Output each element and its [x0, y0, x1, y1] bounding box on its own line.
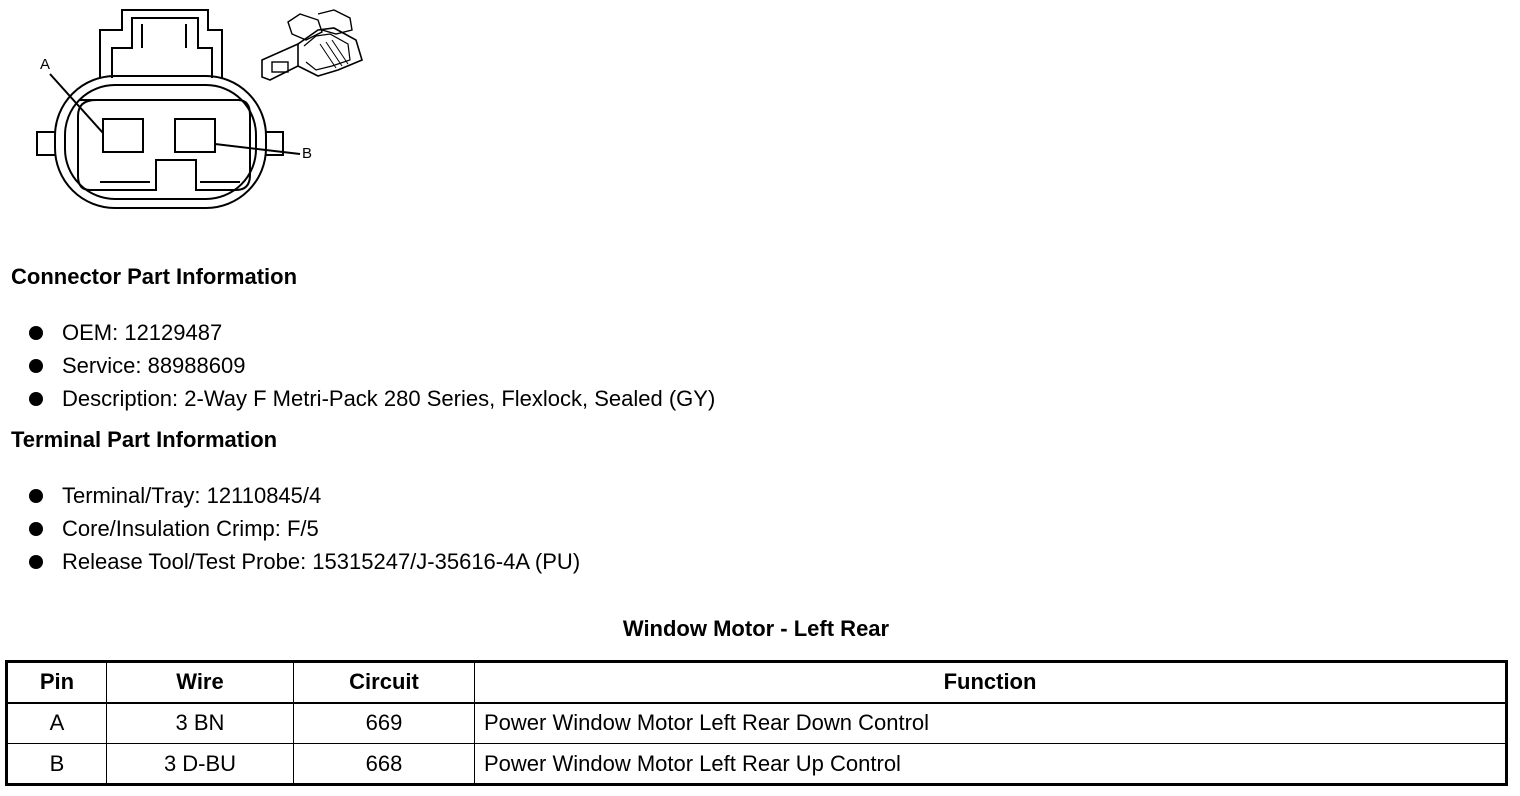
cell-wire: 3 D-BU — [107, 744, 294, 785]
connector-oem: OEM: 12129487 — [62, 320, 223, 345]
table-row — [7, 744, 1507, 785]
connector-diagram — [0, 0, 380, 225]
list-item — [28, 481, 580, 514]
pin-a-callout: A — [40, 56, 51, 73]
cell-circuit: 669 — [294, 703, 475, 744]
connector-service: Service: 88988609 — [62, 353, 246, 378]
cell-function: Power Window Motor Left Rear Down Control — [475, 703, 1507, 744]
list-item — [28, 514, 580, 547]
terminal-crimp: Core/Insulation Crimp: F/5 — [62, 516, 319, 541]
column-header-wire: Wire — [107, 662, 294, 703]
table-row — [7, 703, 1507, 744]
connector-description: Description: 2-Way F Metri-Pack 280 Series, Flexlock, Sealed (GY) — [62, 386, 716, 411]
table-title: Window Motor - Left Rear — [622, 616, 890, 641]
bullet-icon — [29, 359, 43, 373]
column-header-function: Function — [475, 662, 1507, 703]
terminal-release-tool: Release Tool/Test Probe: 15315247/J-35616-4A (PU) — [62, 549, 581, 574]
pin-b-callout: B — [302, 145, 313, 162]
column-header-pin: Pin — [7, 662, 107, 703]
table-header-row — [7, 662, 1507, 703]
list-item — [28, 547, 580, 580]
connector-part-info-list — [28, 318, 715, 417]
connector-face-view — [0, 0, 380, 225]
bullet-icon — [29, 392, 43, 406]
list-item — [28, 384, 715, 417]
bullet-icon — [29, 326, 43, 340]
column-header-circuit: Circuit — [294, 662, 475, 703]
cell-function: Power Window Motor Left Rear Up Control — [475, 744, 1507, 785]
list-item — [28, 351, 715, 384]
pinout-table — [5, 660, 1508, 786]
cell-pin: A — [7, 703, 107, 744]
terminal-part-info-list — [28, 481, 580, 580]
cell-pin: B — [7, 744, 107, 785]
terminal-tray: Terminal/Tray: 12110845/4 — [62, 483, 322, 508]
terminal-part-info-heading: Terminal Part Information — [11, 427, 278, 452]
cell-wire: 3 BN — [107, 703, 294, 744]
bullet-icon — [29, 522, 43, 536]
bullet-icon — [29, 555, 43, 569]
cell-circuit: 668 — [294, 744, 475, 785]
list-item — [28, 318, 715, 351]
bullet-icon — [29, 489, 43, 503]
connector-part-info-heading: Connector Part Information — [11, 264, 298, 289]
